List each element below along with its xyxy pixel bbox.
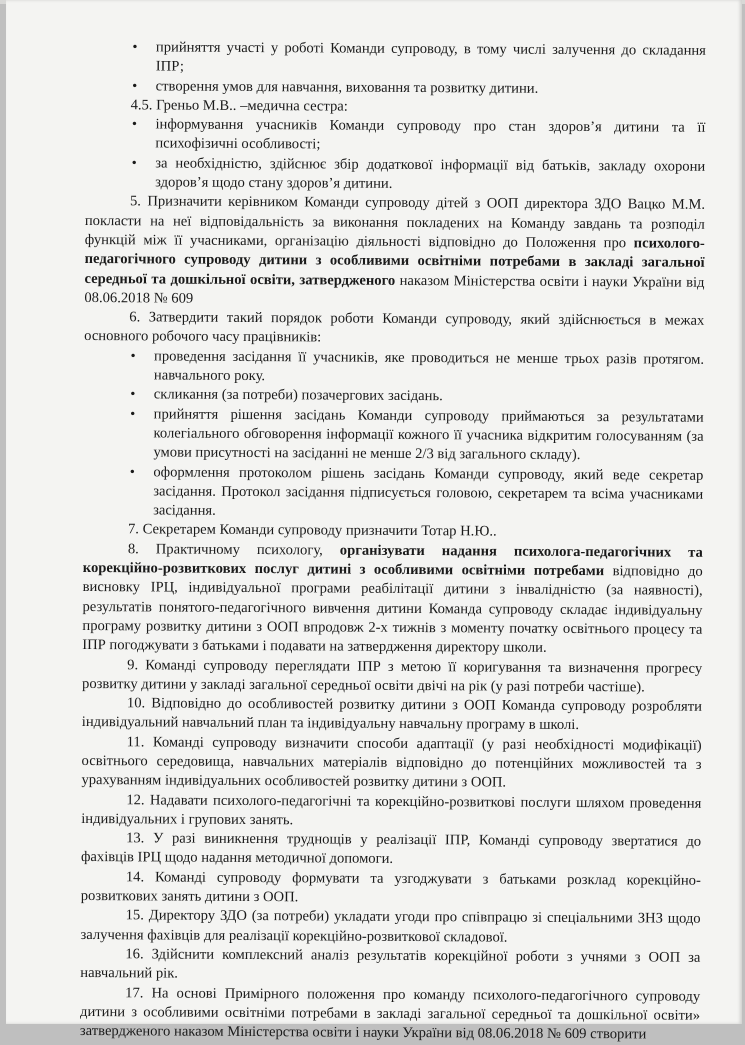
bullet-text: за необхідністю, здійснює збір додаткової інформації від батьків, закладу охорони здоров’я щодо стану здоров’я дитини.	[155, 155, 706, 192]
bullet-text: прийняття участі у роботі Команди супроводу, в тому числі залучення до складання ІПР;	[155, 39, 706, 75]
bullet-text: оформлення протоколом рішень засідань Команди супроводу, який веде секретар засідання. Протокол засідання підписується головою, секретарем та всіма учасниками засідання.	[153, 463, 704, 519]
paragraph-5	[84, 192, 705, 312]
paragraph-15: 15. Директору ЗДО (за потреби) укладати угоди про співпрацю зі спеціальними ЗНЗ щодо залучення фахівців для реалізації корекційно-розвиткової складової.	[80, 907, 701, 946]
bullet-mark: •	[131, 116, 138, 133]
paragraph-8	[82, 540, 703, 660]
bullet-text: інформування учасників Команди супроводу про стан здоров’я дитини та її психофізичні особливості;	[155, 116, 706, 153]
paragraph-16: 16. Здійснити комплексний аналіз результатів корекційної роботи з учнями з ООП за навчальний рік.	[80, 946, 701, 982]
paragraph-6: 6. Затвердити такий порядок роботи Команди супроводу, який здійснюється в межах основного робочого часу працівників:	[84, 309, 705, 346]
paragraph-8-text-end: відповідно до висновку ІРЦ, індивідуальної програми реабілітації дитини з інвалідністю (за наявності), результатів понятого-педагогічного вивчення дитини Команда супроводу складає індивідуальну програму розвитку дитини з ООП впродовж 2-х тижнів з моменту початку освітнього процесу та ІПР погоджувати з батьками і подавати на затвердження директору школи.	[82, 563, 703, 657]
paragraph-13: 13. У разі виникнення труднощів у реалізації ІПР, Команді супроводу звертатися до фахівців ІРЦ щодо надання методичної допомоги.	[80, 830, 702, 868]
bullet-mark: •	[130, 386, 136, 403]
paragraph-8-text: 8. Практичному психологу,	[127, 540, 323, 559]
paragraph-8-bold: організувати надання психолога-педагогічних та корекційно-розвиткових послуг дитині з особливими освітніми потребами	[82, 542, 703, 580]
document-page	[6, 0, 742, 1043]
bullet-item	[86, 38, 706, 80]
paragraph-9: 9. Команді супроводу переглядати ІПР з метою її коригування та визначення прогресу розвитку дитини у закладі загальної середньої освіти двічі на рік (у разі потреби частіше).	[82, 656, 703, 696]
bullet-mark: •	[130, 348, 136, 365]
bullet-mark: •	[131, 155, 137, 172]
bullet-mark: •	[132, 77, 138, 94]
bullet-item	[84, 347, 704, 389]
paragraph-4-5: 4.5. Греньо М.В.. –медична сестра:	[130, 97, 348, 115]
paragraph-5-text-end: наказом Міністерства освіти і науки України від 08.06.2018 № 609	[84, 272, 705, 307]
bullet-item	[85, 115, 705, 157]
paragraph-10: 10. Відповідно до особливостей розвитку дитини з ООП Команда супроводу розробляти індивідуальний навчальний план та індивідуальну навчальну програму в школі.	[81, 695, 702, 734]
paragraph-5-bold: психолого-педагогічного супроводу дитини з особливими освітніми потребами в закладі загальної середньої та дошкільної освіти, затвердженого	[84, 235, 705, 289]
bullet-mark: •	[132, 39, 138, 56]
bullet-text: створення умов для навчання, виховання та розвитку дитини.	[155, 78, 539, 97]
document-body	[80, 38, 706, 1045]
bullet-text: проведення засідання її учасників, яке проводиться не менше трьох разів протягом. навчального року.	[153, 348, 705, 385]
bullet-text: скликання (за потреби) позачергових засідань.	[153, 386, 443, 405]
bullet-text: прийняття рішення засідань Команди супроводу приймаються за результатами колегіального обговорення інформації кожного її учасника відкритим голосуванням (за умови присутності на засіданні не менше 2/3 від загального складу).	[153, 406, 704, 464]
bullet-item	[85, 154, 705, 196]
bullet-mark: •	[130, 405, 136, 422]
bullet-item	[83, 463, 703, 525]
paragraph-5-text: 5. Призначити керівником Команди супроводу дітей з ООП директора ЗДО Вацко М.М. покласти на неї відповідальність за виконання покладених на Команду завдань та розподіл функцій між її учасниками, організацію діяльності відповідно до Положення про	[84, 193, 706, 252]
paragraph-7: 7. Секретарем Команди супроводу призначити Тотар Н.Ю..	[127, 521, 497, 540]
paragraph-17: 17. На основі Примірного положення про команду психолого-педагогічного супроводу дитини з особливими освітніми потребами в закладі загальної середньої та дошкільної освіти» затвердженого наказом Міністерства освіти і науки України від 08.06.2018 № 609 створити	[79, 984, 701, 1043]
paragraph-11: 11. Команді супроводу визначити способи адаптації (у разі необхідності модифікації) освітнього середовища, навчальних матеріалів відповідно до потенційних можливостей та з урахуванням індивідуальних особливостей розвитку дитини з ООП.	[81, 733, 702, 791]
bullet-mark: •	[129, 463, 135, 480]
bullet-item	[83, 405, 703, 467]
paragraph-12: 12. Надавати психолого-педагогічні та корекційно-розвиткові послуги шляхом проведення індивідуальних і групових занять.	[81, 791, 702, 829]
paragraph-14: 14. Команді супроводу формувати та узгоджувати з батьками розклад корекційно-розвиткових занять дитини з ООП.	[80, 869, 701, 906]
